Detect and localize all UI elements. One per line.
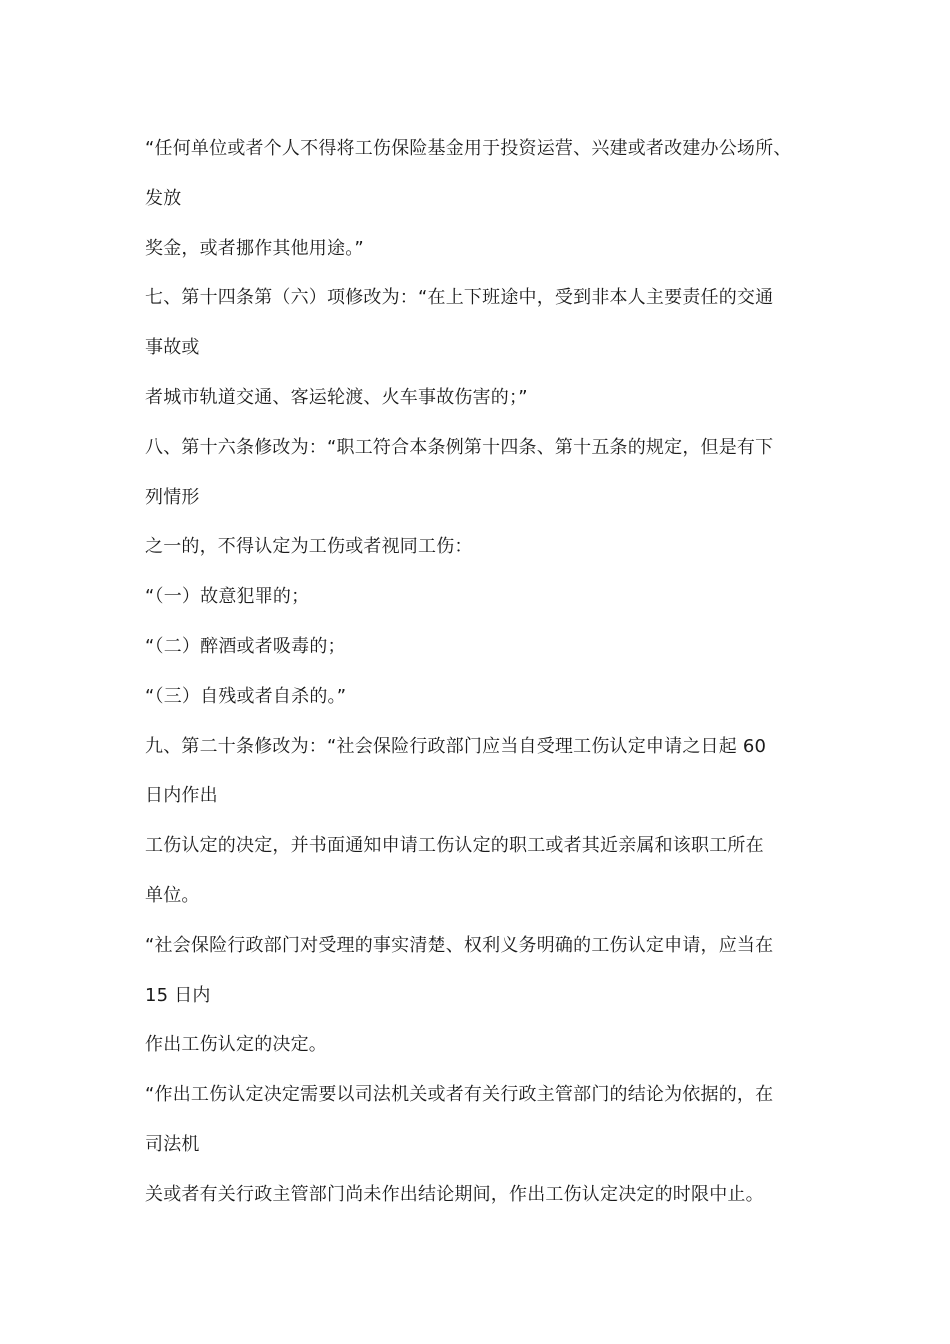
text-line: “（二）醉酒或者吸毒的； <box>145 635 346 657</box>
text-line: 作出工伤认定的决定。 <box>145 1034 327 1056</box>
text-line: 单位。 <box>145 884 200 906</box>
text-line: 七、第十四条第（六）项修改为：“在上下班途中，受到非本人主要责任的交通 <box>145 287 774 309</box>
text-line: 事故或 <box>145 337 200 359</box>
text-line: “（三）自残或者自杀的。” <box>145 685 347 707</box>
text-line: 者城市轨道交通、客运轮渡、火车事故伤害的；” <box>145 386 528 408</box>
text-line: 发放 <box>145 187 182 209</box>
text-line: 八、第十六条修改为：“职工符合本条例第十四条、第十五条的规定，但是有下 <box>145 436 774 458</box>
text-line: “任何单位或者个人不得将工伤保险基金用于投资运营、兴建或者改建办公场所、 <box>145 138 792 159</box>
text-line: “作出工伤认定决定需要以司法机关或者有关行政主管部门的结论为依据的，在 <box>145 1084 774 1106</box>
text-line: 司法机 <box>145 1133 200 1155</box>
text-line: “社会保险行政部门对受理的事实清楚、权利义务明确的工伤认定申请，应当在 <box>145 934 774 956</box>
text-line: 关或者有关行政主管部门尚未作出结论期间，作出工伤认定决定的时限中止。 <box>145 1183 764 1205</box>
document-body <box>145 124 825 1220</box>
text-line: 15 日内 <box>145 984 211 1006</box>
text-line: 九、第二十条修改为：“社会保险行政部门应当自受理工伤认定申请之日起 60 <box>145 735 767 757</box>
text-line: 奖金，或者挪作其他用途。” <box>145 237 364 259</box>
text-line: 列情形 <box>145 486 200 508</box>
text-line: “（一）故意犯罪的； <box>145 586 310 608</box>
text-line: 日内作出 <box>145 785 218 807</box>
text-line: 工伤认定的决定，并书面通知申请工伤认定的职工或者其近亲属和该职工所在 <box>145 835 764 857</box>
text-line: 之一的，不得认定为工伤或者视同工伤： <box>145 536 473 558</box>
